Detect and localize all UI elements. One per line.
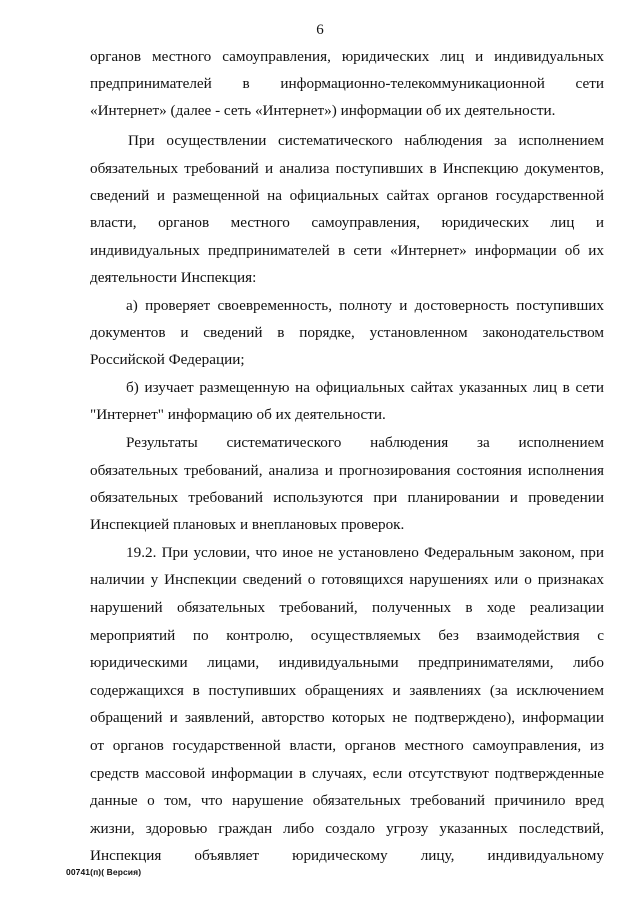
- text-line: «Интернет» (далее - сеть «Интернет») информации об их деятельности.: [90, 102, 556, 119]
- text-line: Российской Федерации;: [90, 351, 245, 368]
- document-footer-code: 00741(п)( Версия): [66, 867, 142, 877]
- text-line: предпринимателей в информационно-телекоммуникационной сети: [90, 75, 604, 92]
- text-line: юридическими лицами, индивидуальными предпринимателями, либо: [90, 654, 604, 671]
- text-line: Результаты систематического наблюдения за исполнением: [126, 434, 604, 451]
- text-line: от органов государственной власти, органов местного самоуправления, из: [90, 737, 604, 754]
- text-line: органов местного самоуправления, юридических лиц и индивидуальных: [90, 48, 604, 65]
- text-line: Инспекция объявляет юридическому лицу, индивидуальному: [90, 847, 604, 864]
- text-line: мероприятий по контролю, осуществляемых без взаимодействия с: [90, 627, 604, 644]
- text-line: нарушений обязательных требований, полученных в ходе реализации: [90, 599, 604, 616]
- text-line: документов и сведений в порядке, установленном законодательством: [90, 324, 604, 341]
- page-number: 6: [316, 22, 324, 38]
- text-line: При осуществлении систематического наблюдения за исполнением: [128, 132, 604, 149]
- text-line: а) проверяет своевременность, полноту и достоверность поступивших: [126, 297, 604, 314]
- text-line: обращений и заявлений, авторство которых не подтверждено), информации: [90, 709, 604, 726]
- text-line: средств массовой информации в случаях, если отсутствуют подтвержденные: [90, 765, 604, 782]
- text-line: б) изучает размещенную на официальных сайтах указанных лиц в сети: [126, 379, 604, 396]
- text-line: деятельности Инспекция:: [90, 269, 257, 286]
- text-line: 19.2. При условии, что иное не установлено Федеральным законом, при: [126, 544, 604, 561]
- text-line: обязательных требований используются при планировании и проведении: [90, 489, 604, 506]
- text-line: индивидуальных предпринимателей в сети «Интернет» информации об их: [90, 242, 604, 259]
- text-line: наличии у Инспекции сведений о готовящихся нарушениях или о признаках: [90, 571, 604, 588]
- text-line: "Интернет" информацию об их деятельности.: [90, 406, 386, 423]
- text-line: данные о том, что нарушение обязательных требований причинило вред: [90, 792, 604, 809]
- text-line: Инспекцией плановых и внеплановых проверок.: [90, 516, 405, 533]
- text-line: сведений и размещенной на официальных сайтах органов государственной: [90, 187, 604, 204]
- text-line: жизни, здоровью граждан либо создало угрозу указанных последствий,: [90, 820, 604, 837]
- text-line: содержащихся в поступивших обращениях и заявлениях (за исключением: [90, 682, 604, 699]
- text-line: обязательных требований и анализа поступивших в Инспекцию документов,: [90, 160, 604, 177]
- text-line: власти, органов местного самоуправления, юридических лиц и: [90, 214, 604, 231]
- text-line: обязательных требований, анализа и прогнозирования состояния исполнения: [90, 462, 604, 479]
